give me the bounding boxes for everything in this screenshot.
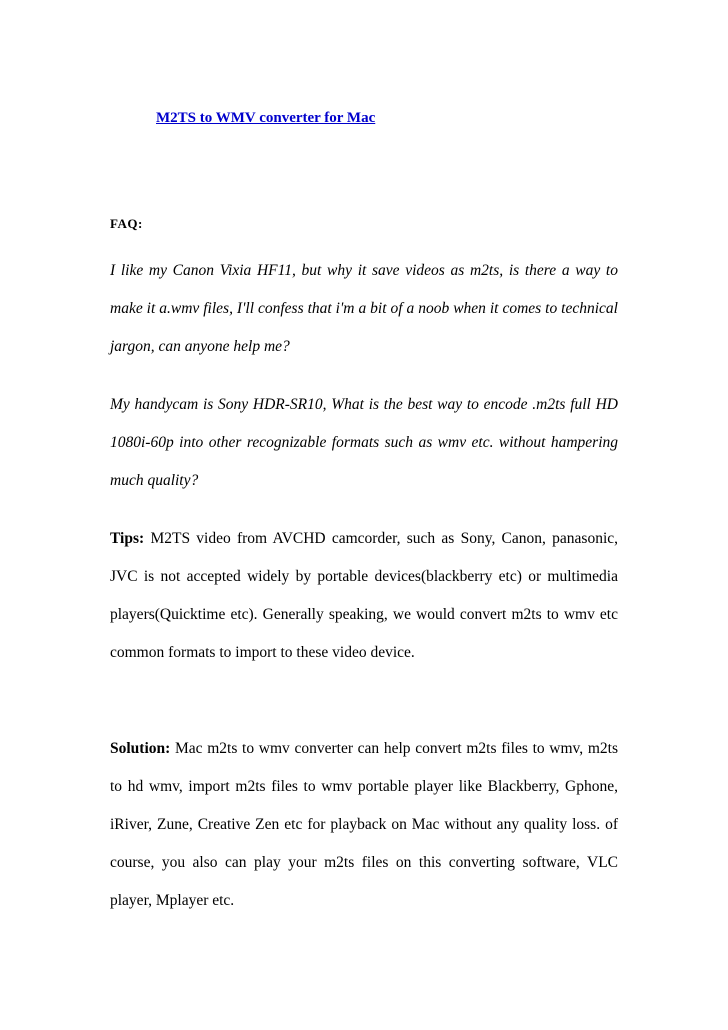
solution-text: Mac m2ts to wmv converter can help convert m2ts files to wmv, m2ts to hd wmv, import m2ts files to wmv portable player like Blackberry, Gphone, iRiver, Zune, Creative Zen etc for playback on Mac without any quality loss. of course, you also can play your m2ts files on this converting software, VLC player, Mplayer etc. bbox=[110, 740, 618, 909]
tips-paragraph bbox=[110, 520, 618, 672]
faq-label: FAQ: bbox=[110, 216, 143, 231]
tips-label: Tips: bbox=[110, 530, 145, 547]
question-paragraph-2: My handycam is Sony HDR-SR10, What is the best way to encode .m2ts full HD 1080i-60p into other recognizable formats such as wmv etc. without hampering much quality? bbox=[110, 396, 618, 489]
title-link-text: M2TS to WMV converter for Mac bbox=[156, 110, 376, 126]
tips-text: M2TS video from AVCHD camcorder, such as Sony, Canon, panasonic, JVC is not accepted widely by portable devices(blackberry etc) or multimedia players(Quicktime etc). Generally speaking, we would convert m2ts to wmv etc common formats to import to these video device. bbox=[110, 530, 619, 661]
solution-label: Solution: bbox=[110, 740, 171, 757]
question-paragraph-1: I like my Canon Vixia HF11, but why it save videos as m2ts, is there a way to make it a.wmv files, I'll confess that i'm a bit of a noob when it comes to technical jargon, can anyone help me? bbox=[110, 262, 618, 355]
title-link[interactable] bbox=[124, 110, 375, 126]
title-line bbox=[124, 108, 375, 128]
solution-paragraph bbox=[110, 730, 618, 920]
